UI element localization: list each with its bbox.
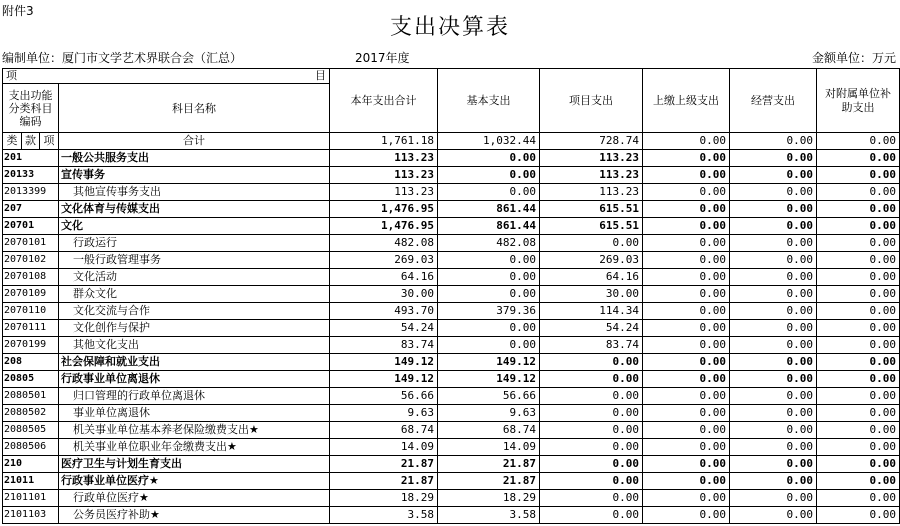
amount-cell: 0.00 [438,184,540,201]
amount-cell: 14.09 [330,439,438,456]
amount-cell: 0.00 [643,201,730,218]
amount-cell: 21.87 [438,456,540,473]
function-code-cell: 2013399 [3,184,59,201]
amount-cell: 64.16 [540,269,643,286]
amount-cell: 0.00 [540,405,643,422]
table-row [3,473,900,490]
amount-cell: 482.08 [330,235,438,252]
amount-cell: 18.29 [438,490,540,507]
function-code-cell: 207 [3,201,59,218]
amount-cell: 0.00 [540,388,643,405]
amount-cell: 3.58 [330,507,438,524]
table-row [3,456,900,473]
function-code-cell: 210 [3,456,59,473]
amount-cell: 0.00 [730,371,817,388]
amount-cell: 0.00 [643,303,730,320]
amount-cell: 0.00 [817,184,900,201]
amount-cell: 0.00 [730,405,817,422]
function-code-cell: 201 [3,150,59,167]
amount-cell: 0.00 [730,456,817,473]
table-row [3,439,900,456]
amount-cell: 0.00 [643,184,730,201]
amount-cell: 493.70 [330,303,438,320]
amount-cell: 0.00 [817,269,900,286]
table-row [3,218,900,235]
amount-cell: 9.63 [330,405,438,422]
amount-cell: 379.36 [438,303,540,320]
amount-cell: 30.00 [540,286,643,303]
amount-cell: 0.00 [730,201,817,218]
subject-name-cell: 行政单位医疗★ [59,490,330,507]
col-header-subsidy: 对附属单位补助支出 [817,69,900,133]
amount-cell: 0.00 [817,150,900,167]
col-header-xiang: 项 [40,133,59,150]
function-code-cell: 21011 [3,473,59,490]
amount-cell: 0.00 [730,150,817,167]
subject-name-cell: 文化创作与保护 [59,320,330,337]
table-row [3,167,900,184]
col-header-lei: 类 [3,133,22,150]
amount-cell: 0.00 [643,456,730,473]
amount-cell: 0.00 [540,235,643,252]
subject-name-cell: 一般行政管理事务 [59,252,330,269]
total-row-label: 合计 [59,133,330,150]
amount-cell: 113.23 [330,167,438,184]
amount-cell: 0.00 [817,507,900,524]
amount-cell: 861.44 [438,201,540,218]
subject-name-cell: 机关事业单位职业年金缴费支出★ [59,439,330,456]
amount-cell: 0.00 [817,388,900,405]
amount-cell: 0.00 [730,507,817,524]
amount-cell: 0.00 [643,150,730,167]
amount-cell: 0.00 [730,439,817,456]
amount-cell: 615.51 [540,218,643,235]
amount-cell: 0.00 [643,252,730,269]
table-row [3,422,900,439]
amount-cell: 0.00 [438,337,540,354]
amount-cell: 0.00 [730,422,817,439]
subject-name-cell: 公务员医疗补助★ [59,507,330,524]
col-header-total: 本年支出合计 [330,69,438,133]
subject-name-cell: 文化体育与传媒支出 [59,201,330,218]
total-cell: 0.00 [817,133,900,150]
amount-cell: 0.00 [438,150,540,167]
amount-cell: 0.00 [540,422,643,439]
subject-name-cell: 机关事业单位基本养老保险缴费支出★ [59,422,330,439]
amount-cell: 14.09 [438,439,540,456]
amount-cell: 0.00 [730,388,817,405]
amount-cell: 0.00 [540,507,643,524]
col-header-remit-upper: 上缴上级支出 [643,69,730,133]
amount-cell: 0.00 [438,269,540,286]
amount-cell: 0.00 [540,439,643,456]
function-code-cell: 2070110 [3,303,59,320]
amount-cell: 18.29 [330,490,438,507]
amount-cell: 0.00 [643,286,730,303]
amount-cell: 54.24 [330,320,438,337]
amount-cell: 0.00 [730,286,817,303]
table-row [3,184,900,201]
amount-cell: 113.23 [330,150,438,167]
col-header-basic: 基本支出 [438,69,540,133]
function-code-cell: 2070199 [3,337,59,354]
header-item-label: 项 [6,69,17,82]
amount-cell: 0.00 [817,473,900,490]
subject-name-cell: 文化 [59,218,330,235]
subject-name-cell: 行政事业单位医疗★ [59,473,330,490]
table-row [3,269,900,286]
amount-cell: 0.00 [540,473,643,490]
amount-cell: 0.00 [817,320,900,337]
amount-cell: 0.00 [438,286,540,303]
amount-cell: 0.00 [730,473,817,490]
amount-cell: 149.12 [330,354,438,371]
amount-cell: 149.12 [438,354,540,371]
amount-cell: 0.00 [730,167,817,184]
col-header-kuan: 款 [22,133,40,150]
amount-cell: 56.66 [438,388,540,405]
subject-name-cell: 文化交流与合作 [59,303,330,320]
amount-cell: 0.00 [438,167,540,184]
amount-cell: 0.00 [730,235,817,252]
amount-cell: 113.23 [540,167,643,184]
amount-cell: 114.34 [540,303,643,320]
amount-cell: 83.74 [330,337,438,354]
function-code-cell: 2070109 [3,286,59,303]
amount-cell: 0.00 [817,286,900,303]
col-header-project: 项目支出 [540,69,643,133]
amount-cell: 0.00 [730,490,817,507]
amount-cell: 0.00 [643,167,730,184]
amount-cell: 0.00 [643,473,730,490]
table-row [3,388,900,405]
function-code-cell: 20701 [3,218,59,235]
table-row [3,235,900,252]
amount-cell: 0.00 [438,252,540,269]
amount-cell: 1,476.95 [330,201,438,218]
function-code-cell: 2080502 [3,405,59,422]
amount-cell: 0.00 [817,422,900,439]
table-row [3,405,900,422]
table-row [3,490,900,507]
amount-cell: 0.00 [643,490,730,507]
amount-cell: 0.00 [730,218,817,235]
table-row [3,201,900,218]
amount-cell: 113.23 [540,150,643,167]
function-code-cell: 2070102 [3,252,59,269]
total-cell: 0.00 [730,133,817,150]
amount-cell: 83.74 [540,337,643,354]
compiling-unit: 编制单位：厦门市文学艺术界联合会（汇总） [2,51,243,65]
function-code-cell: 2101103 [3,507,59,524]
attachment-label: 附件3 [2,4,34,18]
expenditure-table [2,68,900,524]
total-cell: 1,032.44 [438,133,540,150]
function-code-cell: 2080506 [3,439,59,456]
function-code-cell: 20133 [3,167,59,184]
function-code-cell: 2070111 [3,320,59,337]
amount-cell: 615.51 [540,201,643,218]
function-code-cell: 208 [3,354,59,371]
function-code-cell: 2080505 [3,422,59,439]
amount-cell: 21.87 [438,473,540,490]
col-header-func-code: 支出功能分类科目编码 [3,84,59,133]
amount-cell: 3.58 [438,507,540,524]
amount-cell: 0.00 [643,405,730,422]
amount-cell: 0.00 [643,269,730,286]
subject-name-cell: 行政事业单位离退休 [59,371,330,388]
amount-cell: 1,476.95 [330,218,438,235]
amount-cell: 0.00 [730,354,817,371]
amount-cell: 0.00 [817,252,900,269]
amount-cell: 0.00 [730,303,817,320]
amount-cell: 64.16 [330,269,438,286]
amount-cell: 0.00 [540,490,643,507]
page-title: 支出决算表 [389,15,510,40]
function-code-cell: 2070101 [3,235,59,252]
amount-cell: 0.00 [730,337,817,354]
col-header-operating: 经营支出 [730,69,817,133]
total-cell: 0.00 [643,133,730,150]
amount-cell: 30.00 [330,286,438,303]
amount-cell: 0.00 [817,201,900,218]
amount-cell: 0.00 [643,388,730,405]
table-row [3,286,900,303]
table-row [3,507,900,524]
table-row [3,252,900,269]
amount-cell: 21.87 [330,473,438,490]
subject-name-cell: 宣传事务 [59,167,330,184]
amount-cell: 0.00 [540,456,643,473]
amount-cell: 0.00 [730,184,817,201]
amount-cell: 21.87 [330,456,438,473]
amount-cell: 0.00 [643,439,730,456]
subject-name-cell: 文化活动 [59,269,330,286]
amount-cell: 0.00 [643,218,730,235]
table-row [3,150,900,167]
amount-cell: 0.00 [730,252,817,269]
col-header-subject-name: 科目名称 [59,84,330,133]
subject-name-cell: 其他宣传事务支出 [59,184,330,201]
table-row [3,354,900,371]
amount-cell: 0.00 [817,456,900,473]
total-cell: 728.74 [540,133,643,150]
subject-name-cell: 归口管理的行政单位离退休 [59,388,330,405]
subject-name-cell: 群众文化 [59,286,330,303]
item-mu-header-cell [3,69,330,84]
amount-cell: 0.00 [540,354,643,371]
amount-cell: 0.00 [643,235,730,252]
amount-cell: 68.74 [330,422,438,439]
amount-cell: 0.00 [817,439,900,456]
amount-cell: 0.00 [817,167,900,184]
amount-cell: 0.00 [643,422,730,439]
amount-cell: 113.23 [540,184,643,201]
amount-cell: 0.00 [817,354,900,371]
amount-cell: 0.00 [817,405,900,422]
amount-cell: 0.00 [643,371,730,388]
amount-cell: 0.00 [643,354,730,371]
amount-cell: 54.24 [540,320,643,337]
amount-cell: 0.00 [817,218,900,235]
amount-cell: 0.00 [817,371,900,388]
amount-cell: 269.03 [330,252,438,269]
amount-cell: 149.12 [330,371,438,388]
amount-cell: 9.63 [438,405,540,422]
amount-cell: 0.00 [643,337,730,354]
subject-name-cell: 社会保障和就业支出 [59,354,330,371]
subject-name-cell: 其他文化支出 [59,337,330,354]
header-mu-label: 目 [315,69,326,82]
fiscal-year: 2017年度 [355,51,410,65]
function-code-cell: 2101101 [3,490,59,507]
amount-cell: 0.00 [643,507,730,524]
subject-name-cell: 行政运行 [59,235,330,252]
function-code-cell: 2070108 [3,269,59,286]
amount-cell: 68.74 [438,422,540,439]
table-row [3,371,900,388]
amount-cell: 0.00 [540,371,643,388]
amount-cell: 269.03 [540,252,643,269]
amount-cell: 0.00 [817,490,900,507]
amount-cell: 482.08 [438,235,540,252]
amount-cell: 0.00 [817,337,900,354]
total-cell: 1,761.18 [330,133,438,150]
function-code-cell: 2080501 [3,388,59,405]
amount-cell: 0.00 [438,320,540,337]
table-row [3,320,900,337]
subject-name-cell: 事业单位离退休 [59,405,330,422]
function-code-cell: 20805 [3,371,59,388]
table-row [3,303,900,320]
amount-cell: 0.00 [817,303,900,320]
amount-cell: 149.12 [438,371,540,388]
amount-unit: 金额单位：万元 [811,51,896,65]
amount-cell: 0.00 [730,320,817,337]
table-row [3,337,900,354]
amount-cell: 861.44 [438,218,540,235]
subject-name-cell: 一般公共服务支出 [59,150,330,167]
subject-name-cell: 医疗卫生与计划生育支出 [59,456,330,473]
amount-cell: 56.66 [330,388,438,405]
amount-cell: 113.23 [330,184,438,201]
amount-cell: 0.00 [643,320,730,337]
amount-cell: 0.00 [730,269,817,286]
amount-cell: 0.00 [817,235,900,252]
